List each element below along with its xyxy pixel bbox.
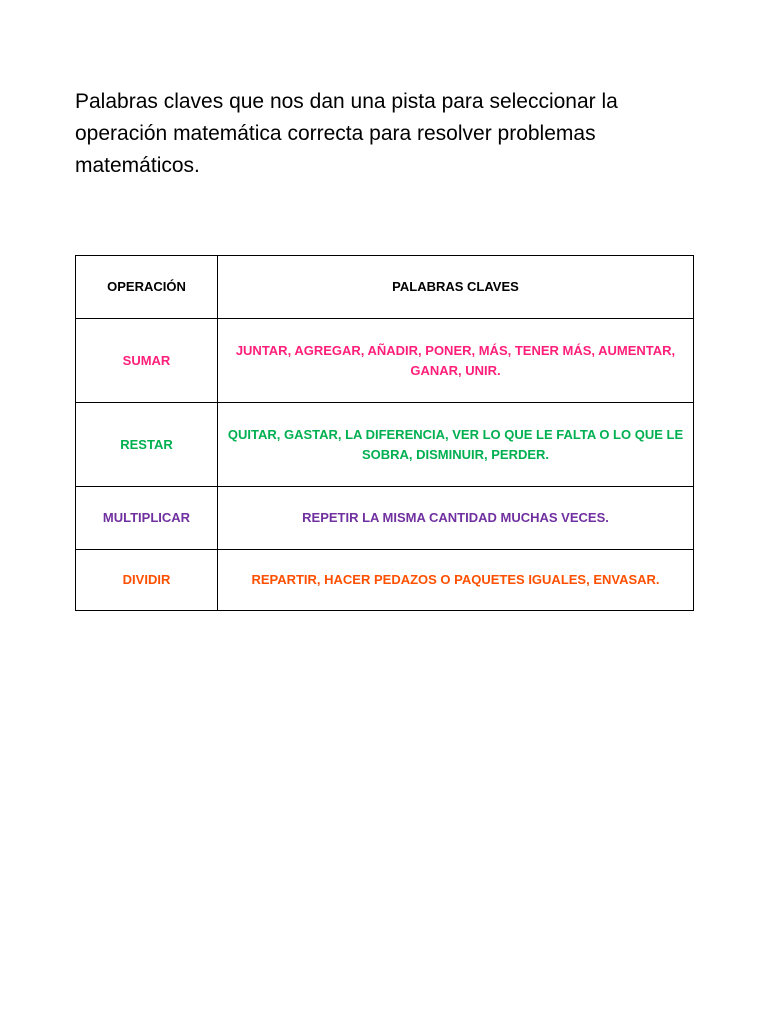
header-operation: OPERACIÓN [76, 256, 218, 319]
table-header-row [76, 256, 694, 319]
table-row-sumar [76, 319, 694, 403]
operation-cell-dividir: DIVIDIR [76, 550, 218, 611]
keywords-cell-multiplicar: REPETIR LA MISMA CANTIDAD MUCHAS VECES. [218, 487, 694, 550]
keywords-table [75, 255, 694, 611]
operation-cell-sumar: SUMAR [76, 319, 218, 403]
table-row-multiplicar [76, 487, 694, 550]
keywords-cell-sumar: JUNTAR, AGREGAR, AÑADIR, PONER, MÁS, TENER MÁS, AUMENTAR, GANAR, UNIR. [218, 319, 694, 403]
intro-paragraph: Palabras claves que nos dan una pista para seleccionar la operación matemática correcta para resolver problemas matemáticos. [75, 90, 618, 177]
table-row-dividir [76, 550, 694, 611]
keywords-cell-dividir: REPARTIR, HACER PEDAZOS O PAQUETES IGUALES, ENVASAR. [218, 550, 694, 611]
operation-cell-multiplicar: MULTIPLICAR [76, 487, 218, 550]
keywords-cell-restar: QUITAR, GASTAR, LA DIFERENCIA, VER LO QUE LE FALTA O LO QUE LE SOBRA, DISMINUIR, PERDER. [218, 403, 694, 487]
header-keywords: PALABRAS CLAVES [218, 256, 694, 319]
table-row-restar [76, 403, 694, 487]
operation-cell-restar: RESTAR [76, 403, 218, 487]
